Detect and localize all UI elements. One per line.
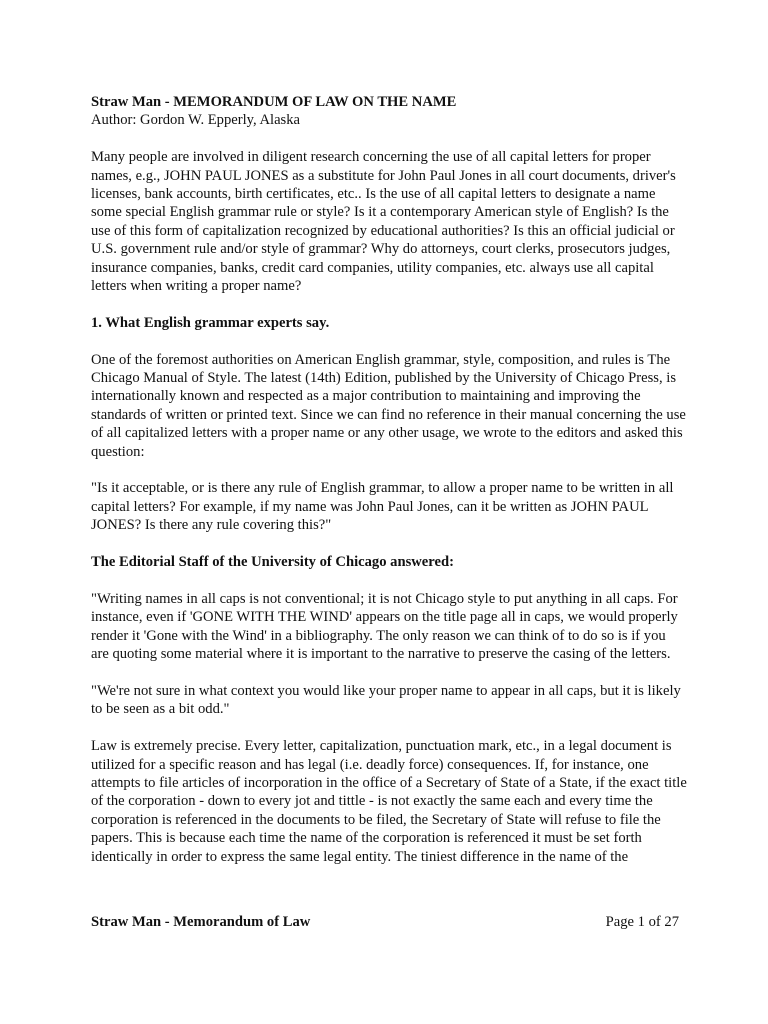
page-footer bbox=[91, 913, 679, 931]
footer-document-title: Straw Man - Memorandum of Law bbox=[91, 914, 311, 930]
paragraph-answer-quote-1: "Writing names in all caps is not conventional; it is not Chicago style to put anything in all caps. For instance, even if 'GONE WITH THE WIND' appears on the title page all in caps, we would properly render it 'Gone with the Wind' in a bibliography. The only reason we can think of to do so is if you are quoting some material where it is important to the narrative to preserve the casing of the letters. bbox=[91, 590, 678, 663]
document-body bbox=[91, 93, 687, 884]
paragraph-law-precision: Law is extremely precise. Every letter, capitalization, punctuation mark, etc., in a legal document is utilized for a specific reason and has legal (i.e. deadly force) consequences. If, for instance, one attempts to file articles of incorporation in the office of a Secretary of State of a State, if the exact title of the corporation - down to every jot and tittle - is not exactly the same each and every time the corporation is referenced in the documents to be filed, the Secretary of State will refuse to file the papers. This is because each time the name of the corporation is referenced it must be set forth identically in order to express the same legal entity. The tiniest difference in the name of the bbox=[91, 738, 687, 865]
section-heading-editorial-staff: The Editorial Staff of the University of Chicago answered: bbox=[91, 554, 454, 571]
paragraph-intro: Many people are involved in diligent research concerning the use of all capital letters for proper names, e.g., JOHN PAUL JONES as a substitute for John Paul Jones in all court documents, driver's licenses, bank accounts, birth certificates, etc.. Is the use of all capital letters to designate a name some special English grammar rule or style? Is it a contemporary American style of English? Is the use of this form of capitalization recognized by educational authorities? Is this an official judicial or U.S. government rule and/or style of grammar? Why do attorneys, court clerks, prosecutors judges, insurance companies, banks, credit card companies, utility companies, etc. always use all capital letters when writing a proper name? bbox=[91, 149, 676, 295]
document-title: Straw Man - MEMORANDUM OF LAW ON THE NAME bbox=[91, 94, 457, 110]
document-author: Author: Gordon W. Epperly, Alaska bbox=[91, 112, 301, 129]
paragraph-answer-quote-2: "We're not sure in what context you would like your proper name to appear in all caps, but it is likely to be seen as a bit odd." bbox=[91, 682, 681, 718]
section-heading-grammar-experts: 1. What English grammar experts say. bbox=[91, 314, 330, 331]
paragraph-chicago-manual: One of the foremost authorities on American English grammar, style, composition, and rules is The Chicago Manual of Style. The latest (14th) Edition, published by the University of Chicago Press, is internationally known and respected as a major contribution to maintaining and improving the standards of written or printed text. Since we can find no reference in their manual concerning the use of all capitalized letters with a proper name or any other usage, we wrote to the editors and asked this question: bbox=[91, 351, 686, 460]
paragraph-question-quote: "Is it acceptable, or is there any rule of English grammar, to allow a proper name to be written in all capital letters? For example, if my name was John Paul Jones, can it be written as JOHN PAUL JONES? Is there any rule covering this?" bbox=[91, 480, 674, 534]
footer-page-number: Page 1 of 27 bbox=[605, 914, 679, 930]
